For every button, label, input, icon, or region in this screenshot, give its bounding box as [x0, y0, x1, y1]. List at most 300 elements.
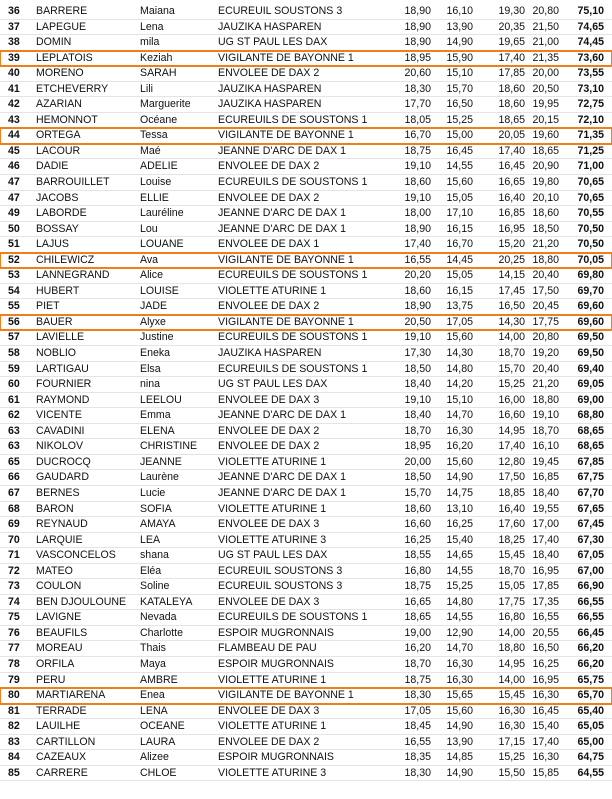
score-2-cell: 15,40 [446, 533, 473, 546]
score-4-cell: 20,80 [532, 5, 559, 17]
last-name-cell: LANNEGRAND [36, 269, 110, 282]
score-4-cell: 16,95 [532, 673, 559, 686]
last-name-cell: BOSSAY [36, 222, 79, 235]
total-score-cell: 71,25 [577, 144, 604, 157]
score-3-cell: 16,60 [498, 409, 525, 422]
table-row [0, 455, 612, 471]
total-score-cell: 73,10 [577, 82, 604, 95]
score-4-cell: 20,00 [532, 67, 559, 80]
table-row [0, 393, 612, 409]
total-score-cell: 73,60 [577, 51, 604, 64]
first-name-cell: LOUANE [140, 238, 184, 251]
last-name-cell: LACOUR [36, 144, 81, 157]
total-score-cell: 66,45 [577, 626, 604, 639]
table-row [0, 362, 612, 378]
rank-cell: 45 [8, 144, 20, 157]
score-4-cell: 18,50 [532, 222, 559, 235]
first-name-cell: Lucie [140, 486, 166, 499]
score-1-cell: 17,30 [404, 347, 431, 360]
score-3-cell: 20,05 [498, 129, 525, 142]
last-name-cell: CAZEAUX [36, 751, 87, 764]
last-name-cell: MOREAU [36, 642, 83, 655]
score-1-cell: 19,10 [404, 331, 431, 344]
score-3-cell: 15,45 [498, 689, 525, 702]
last-name-cell: BAUER [36, 315, 73, 328]
score-3-cell: 15,20 [498, 238, 525, 251]
score-4-cell: 20,45 [532, 300, 559, 313]
rank-cell: 36 [8, 5, 20, 17]
score-3-cell: 17,60 [498, 518, 525, 531]
table-row [0, 735, 612, 751]
score-4-cell: 21,00 [532, 36, 559, 49]
table-row [0, 284, 612, 300]
total-score-cell: 69,60 [577, 315, 604, 328]
score-2-cell: 15,00 [446, 129, 473, 142]
rank-cell: 47 [8, 191, 20, 204]
club-cell: UG ST PAUL LES DAX [218, 36, 328, 49]
total-score-cell: 69,40 [577, 362, 604, 375]
score-3-cell: 19,30 [498, 5, 525, 17]
score-2-cell: 16,15 [446, 222, 473, 235]
first-name-cell: LOUISE [140, 284, 179, 297]
table-row [0, 315, 612, 331]
score-2-cell: 15,65 [446, 689, 473, 702]
first-name-cell: Eléa [140, 564, 162, 577]
score-2-cell: 15,90 [446, 51, 473, 64]
club-cell: ECUREUILS DE SOUSTONS 1 [218, 331, 368, 344]
club-cell: JEANNE D'ARC DE DAX 1 [218, 222, 346, 235]
total-score-cell: 68,80 [577, 409, 604, 422]
table-row [0, 144, 612, 160]
score-3-cell: 14,00 [498, 626, 525, 639]
score-1-cell: 18,30 [404, 689, 431, 702]
rank-cell: 77 [8, 642, 20, 655]
score-3-cell: 20,25 [498, 253, 525, 266]
last-name-cell: ORFILA [36, 657, 75, 670]
table-row [0, 704, 612, 720]
score-4-cell: 18,80 [532, 393, 559, 406]
first-name-cell: Louise [140, 176, 172, 189]
last-name-cell: GAUDARD [36, 471, 89, 484]
score-3-cell: 17,50 [498, 471, 525, 484]
score-1-cell: 18,40 [404, 378, 431, 391]
total-score-cell: 74,45 [577, 36, 604, 49]
score-3-cell: 16,65 [498, 176, 525, 189]
club-cell: UG ST PAUL LES DAX [218, 549, 328, 562]
score-3-cell: 17,40 [498, 51, 525, 64]
first-name-cell: Maé [140, 144, 161, 157]
score-3-cell: 17,40 [498, 440, 525, 453]
club-cell: JEANNE D'ARC DE DAX 1 [218, 486, 346, 499]
table-row [0, 222, 612, 238]
table-row [0, 548, 612, 564]
total-score-cell: 66,55 [577, 611, 604, 624]
club-cell: ENVOLEE DE DAX 3 [218, 518, 320, 531]
score-4-cell: 18,40 [532, 486, 559, 499]
club-cell: VIOLETTE ATURINE 1 [218, 720, 327, 733]
rank-cell: 73 [8, 580, 20, 593]
score-3-cell: 15,70 [498, 362, 525, 375]
first-name-cell: Alyxe [140, 315, 166, 328]
score-2-cell: 14,80 [446, 362, 473, 375]
score-3-cell: 18,85 [498, 486, 525, 499]
rank-cell: 57 [8, 331, 20, 344]
rank-cell: 76 [8, 626, 20, 639]
last-name-cell: LAJUS [36, 238, 69, 251]
score-3-cell: 18,60 [498, 82, 525, 95]
first-name-cell: JADE [140, 300, 168, 313]
table-row [0, 439, 612, 455]
score-2-cell: 15,60 [446, 176, 473, 189]
score-2-cell: 14,90 [446, 766, 473, 779]
table-row [0, 4, 612, 20]
rank-cell: 74 [8, 595, 20, 608]
last-name-cell: MARTIARENA [36, 689, 106, 702]
score-4-cell: 16,30 [532, 751, 559, 764]
score-3-cell: 15,25 [498, 751, 525, 764]
total-score-cell: 65,70 [577, 689, 604, 702]
club-cell: ENVOLEE DE DAX 3 [218, 393, 320, 406]
club-cell: VIOLETTE ATURINE 1 [218, 502, 327, 515]
score-2-cell: 14,85 [446, 751, 473, 764]
score-4-cell: 20,80 [532, 331, 559, 344]
score-1-cell: 19,10 [404, 160, 431, 173]
club-cell: ENVOLEE DE DAX 2 [218, 735, 320, 748]
club-cell: VIOLETTE ATURINE 3 [218, 533, 327, 546]
score-1-cell: 18,70 [404, 657, 431, 670]
rank-cell: 69 [8, 518, 20, 531]
score-4-cell: 17,40 [532, 533, 559, 546]
table-row [0, 128, 612, 144]
score-4-cell: 19,20 [532, 347, 559, 360]
club-cell: JEANNE D'ARC DE DAX 1 [218, 409, 346, 422]
score-2-cell: 15,25 [446, 113, 473, 126]
last-name-cell: NOBLIO [36, 347, 77, 360]
score-4-cell: 15,85 [532, 766, 559, 779]
score-2-cell: 13,90 [446, 20, 473, 33]
first-name-cell: Maiana [140, 5, 175, 17]
table-row [0, 564, 612, 580]
score-3-cell: 18,25 [498, 533, 525, 546]
score-1-cell: 16,55 [404, 735, 431, 748]
score-2-cell: 17,10 [446, 207, 473, 220]
first-name-cell: Laurène [140, 471, 179, 484]
club-cell: UG ST PAUL LES DAX [218, 378, 328, 391]
score-3-cell: 18,70 [498, 564, 525, 577]
club-cell: ECUREUILS DE SOUSTONS 1 [218, 176, 368, 189]
club-cell: JAUZIKA HASPAREN [218, 20, 322, 33]
table-row [0, 750, 612, 766]
score-2-cell: 14,45 [446, 253, 473, 266]
total-score-cell: 66,20 [577, 657, 604, 670]
score-4-cell: 20,15 [532, 113, 559, 126]
score-4-cell: 18,65 [532, 144, 559, 157]
club-cell: VIOLETTE ATURINE 1 [218, 673, 327, 686]
first-name-cell: Soline [140, 580, 170, 593]
score-2-cell: 16,70 [446, 238, 473, 251]
club-cell: JEANNE D'ARC DE DAX 1 [218, 144, 346, 157]
score-1-cell: 18,50 [404, 471, 431, 484]
total-score-cell: 72,10 [577, 113, 604, 126]
club-cell: ECUREUIL SOUSTONS 3 [218, 564, 343, 577]
club-cell: ECUREUILS DE SOUSTONS 1 [218, 269, 368, 282]
score-3-cell: 18,60 [498, 98, 525, 111]
total-score-cell: 69,50 [577, 347, 604, 360]
table-row [0, 486, 612, 502]
score-3-cell: 15,50 [498, 766, 525, 779]
last-name-cell: LABORDE [36, 207, 87, 220]
last-name-cell: FOURNIER [36, 378, 92, 391]
total-score-cell: 65,00 [577, 735, 604, 748]
table-row [0, 113, 612, 129]
club-cell: JEANNE D'ARC DE DAX 1 [218, 207, 346, 220]
table-row [0, 719, 612, 735]
first-name-cell: Lauréline [140, 207, 184, 220]
last-name-cell: BARRERE [36, 5, 88, 17]
table-row [0, 626, 612, 642]
table-row [0, 502, 612, 518]
last-name-cell: HUBERT [36, 284, 80, 297]
score-4-cell: 17,85 [532, 580, 559, 593]
results-table [0, 4, 612, 781]
club-cell: ECUREUILS DE SOUSTONS 1 [218, 362, 368, 375]
score-1-cell: 18,05 [404, 113, 431, 126]
rank-cell: 43 [8, 113, 20, 126]
club-cell: VIOLETTE ATURINE 1 [218, 455, 327, 468]
last-name-cell: DUCROCQ [36, 455, 91, 468]
first-name-cell: Tessa [140, 129, 168, 142]
total-score-cell: 71,00 [577, 160, 604, 173]
club-cell: ENVOLEE DE DAX 2 [218, 160, 320, 173]
score-1-cell: 17,05 [404, 704, 431, 717]
last-name-cell: MATEO [36, 564, 73, 577]
total-score-cell: 67,00 [577, 564, 604, 577]
total-score-cell: 66,90 [577, 580, 604, 593]
club-cell: VIGILANTE DE BAYONNE 1 [218, 689, 354, 702]
score-1-cell: 17,40 [404, 238, 431, 251]
score-1-cell: 18,75 [404, 580, 431, 593]
score-1-cell: 18,35 [404, 751, 431, 764]
score-1-cell: 18,00 [404, 207, 431, 220]
score-2-cell: 13,75 [446, 300, 473, 313]
last-name-cell: COULON [36, 580, 82, 593]
rank-cell: 66 [8, 471, 20, 484]
score-4-cell: 17,35 [532, 595, 559, 608]
score-4-cell: 20,50 [532, 82, 559, 95]
first-name-cell: LEA [140, 533, 161, 546]
last-name-cell: LARTIGAU [36, 362, 89, 375]
last-name-cell: BARON [36, 502, 74, 515]
score-1-cell: 18,75 [404, 144, 431, 157]
score-2-cell: 12,90 [446, 626, 473, 639]
rank-cell: 68 [8, 502, 20, 515]
score-4-cell: 18,70 [532, 424, 559, 437]
rank-cell: 51 [8, 238, 20, 251]
first-name-cell: Nevada [140, 611, 177, 624]
total-score-cell: 72,75 [577, 98, 604, 111]
score-2-cell: 16,10 [446, 5, 473, 17]
club-cell: ENVOLEE DE DAX 1 [218, 238, 320, 251]
total-score-cell: 66,20 [577, 642, 604, 655]
score-4-cell: 21,35 [532, 51, 559, 64]
total-score-cell: 67,65 [577, 502, 604, 515]
rank-cell: 44 [8, 129, 20, 142]
table-row [0, 159, 612, 175]
total-score-cell: 70,05 [577, 253, 604, 266]
score-2-cell: 16,25 [446, 518, 473, 531]
score-1-cell: 18,90 [404, 300, 431, 313]
rank-cell: 40 [8, 67, 20, 80]
last-name-cell: PIET [36, 300, 60, 313]
score-2-cell: 14,55 [446, 160, 473, 173]
score-2-cell: 13,10 [446, 502, 473, 515]
last-name-cell: BERNES [36, 486, 80, 499]
first-name-cell: OCEANE [140, 720, 185, 733]
score-2-cell: 14,30 [446, 347, 473, 360]
rank-cell: 85 [8, 766, 20, 779]
total-score-cell: 69,80 [577, 269, 604, 282]
first-name-cell: shana [140, 549, 169, 562]
table-row [0, 579, 612, 595]
last-name-cell: AZARIAN [36, 98, 82, 111]
score-4-cell: 16,25 [532, 657, 559, 670]
table-row [0, 595, 612, 611]
club-cell: ECUREUIL SOUSTONS 3 [218, 5, 343, 17]
score-1-cell: 18,90 [404, 222, 431, 235]
first-name-cell: JEANNE [140, 455, 182, 468]
rank-cell: 42 [8, 98, 20, 111]
table-row [0, 517, 612, 533]
first-name-cell: ELLIE [140, 191, 169, 204]
score-3-cell: 16,80 [498, 611, 525, 624]
club-cell: VIGILANTE DE BAYONNE 1 [218, 315, 354, 328]
total-score-cell: 64,55 [577, 766, 604, 779]
club-cell: ESPOIR MUGRONNAIS [218, 751, 334, 764]
rank-cell: 81 [8, 704, 20, 717]
score-4-cell: 17,50 [532, 284, 559, 297]
total-score-cell: 70,65 [577, 191, 604, 204]
first-name-cell: AMBRE [140, 673, 178, 686]
club-cell: JAUZIKA HASPAREN [218, 82, 322, 95]
rank-cell: 84 [8, 751, 20, 764]
score-2-cell: 14,90 [446, 471, 473, 484]
rank-cell: 60 [8, 378, 20, 391]
table-row [0, 330, 612, 346]
score-4-cell: 19,10 [532, 409, 559, 422]
score-1-cell: 18,60 [404, 284, 431, 297]
rank-cell: 63 [8, 424, 20, 437]
last-name-cell: BEN DJOULOUNE [36, 595, 127, 608]
table-row [0, 97, 612, 113]
score-2-cell: 16,30 [446, 657, 473, 670]
total-score-cell: 65,40 [577, 704, 604, 717]
rank-cell: 46 [8, 160, 20, 173]
last-name-cell: MORENO [36, 67, 84, 80]
score-2-cell: 16,20 [446, 440, 473, 453]
total-score-cell: 69,50 [577, 331, 604, 344]
score-1-cell: 18,95 [404, 51, 431, 64]
last-name-cell: DADIE [36, 160, 69, 173]
first-name-cell: Océane [140, 113, 178, 126]
total-score-cell: 70,65 [577, 176, 604, 189]
score-4-cell: 21,20 [532, 238, 559, 251]
score-3-cell: 18,80 [498, 642, 525, 655]
table-row [0, 20, 612, 36]
total-score-cell: 70,55 [577, 207, 604, 220]
score-2-cell: 14,55 [446, 564, 473, 577]
last-name-cell: LEPLATOIS [36, 51, 93, 64]
score-3-cell: 14,00 [498, 673, 525, 686]
last-name-cell: REYNAUD [36, 518, 88, 531]
table-row [0, 657, 612, 673]
score-2-cell: 15,25 [446, 580, 473, 593]
total-score-cell: 67,05 [577, 549, 604, 562]
club-cell: JEANNE D'ARC DE DAX 1 [218, 471, 346, 484]
score-1-cell: 19,10 [404, 393, 431, 406]
score-3-cell: 17,75 [498, 595, 525, 608]
last-name-cell: CAVADINI [36, 424, 85, 437]
last-name-cell: DOMIN [36, 36, 72, 49]
score-1-cell: 20,20 [404, 269, 431, 282]
club-cell: JAUZIKA HASPAREN [218, 347, 322, 360]
table-row [0, 175, 612, 191]
total-score-cell: 67,70 [577, 486, 604, 499]
club-cell: ESPOIR MUGRONNAIS [218, 626, 334, 639]
score-4-cell: 16,95 [532, 564, 559, 577]
score-1-cell: 16,55 [404, 253, 431, 266]
score-2-cell: 15,60 [446, 704, 473, 717]
total-score-cell: 66,55 [577, 595, 604, 608]
rank-cell: 56 [8, 315, 20, 328]
club-cell: ESPOIR MUGRONNAIS [218, 657, 334, 670]
rank-cell: 65 [8, 455, 20, 468]
score-4-cell: 20,40 [532, 269, 559, 282]
first-name-cell: Alice [140, 269, 163, 282]
last-name-cell: CHILEWICZ [36, 253, 95, 266]
score-2-cell: 14,80 [446, 595, 473, 608]
total-score-cell: 68,65 [577, 424, 604, 437]
score-3-cell: 14,15 [498, 269, 525, 282]
score-3-cell: 14,30 [498, 315, 525, 328]
score-1-cell: 18,75 [404, 673, 431, 686]
score-2-cell: 15,05 [446, 269, 473, 282]
table-row [0, 346, 612, 362]
table-row [0, 641, 612, 657]
score-2-cell: 13,90 [446, 735, 473, 748]
total-score-cell: 69,05 [577, 378, 604, 391]
rank-cell: 50 [8, 222, 20, 235]
rank-cell: 82 [8, 720, 20, 733]
table-row [0, 688, 612, 704]
score-4-cell: 16,50 [532, 642, 559, 655]
score-3-cell: 16,95 [498, 222, 525, 235]
first-name-cell: CHRISTINE [140, 440, 198, 453]
score-4-cell: 19,80 [532, 176, 559, 189]
score-3-cell: 16,00 [498, 393, 525, 406]
first-name-cell: SARAH [140, 67, 177, 80]
score-3-cell: 18,70 [498, 347, 525, 360]
first-name-cell: Maya [140, 657, 166, 670]
score-1-cell: 18,30 [404, 82, 431, 95]
last-name-cell: ETCHEVERRY [36, 82, 109, 95]
score-3-cell: 16,50 [498, 300, 525, 313]
club-cell: ENVOLEE DE DAX 3 [218, 595, 320, 608]
rank-cell: 53 [8, 269, 20, 282]
rank-cell: 83 [8, 735, 20, 748]
score-1-cell: 20,00 [404, 455, 431, 468]
score-1-cell: 18,50 [404, 362, 431, 375]
first-name-cell: Ava [140, 253, 159, 266]
